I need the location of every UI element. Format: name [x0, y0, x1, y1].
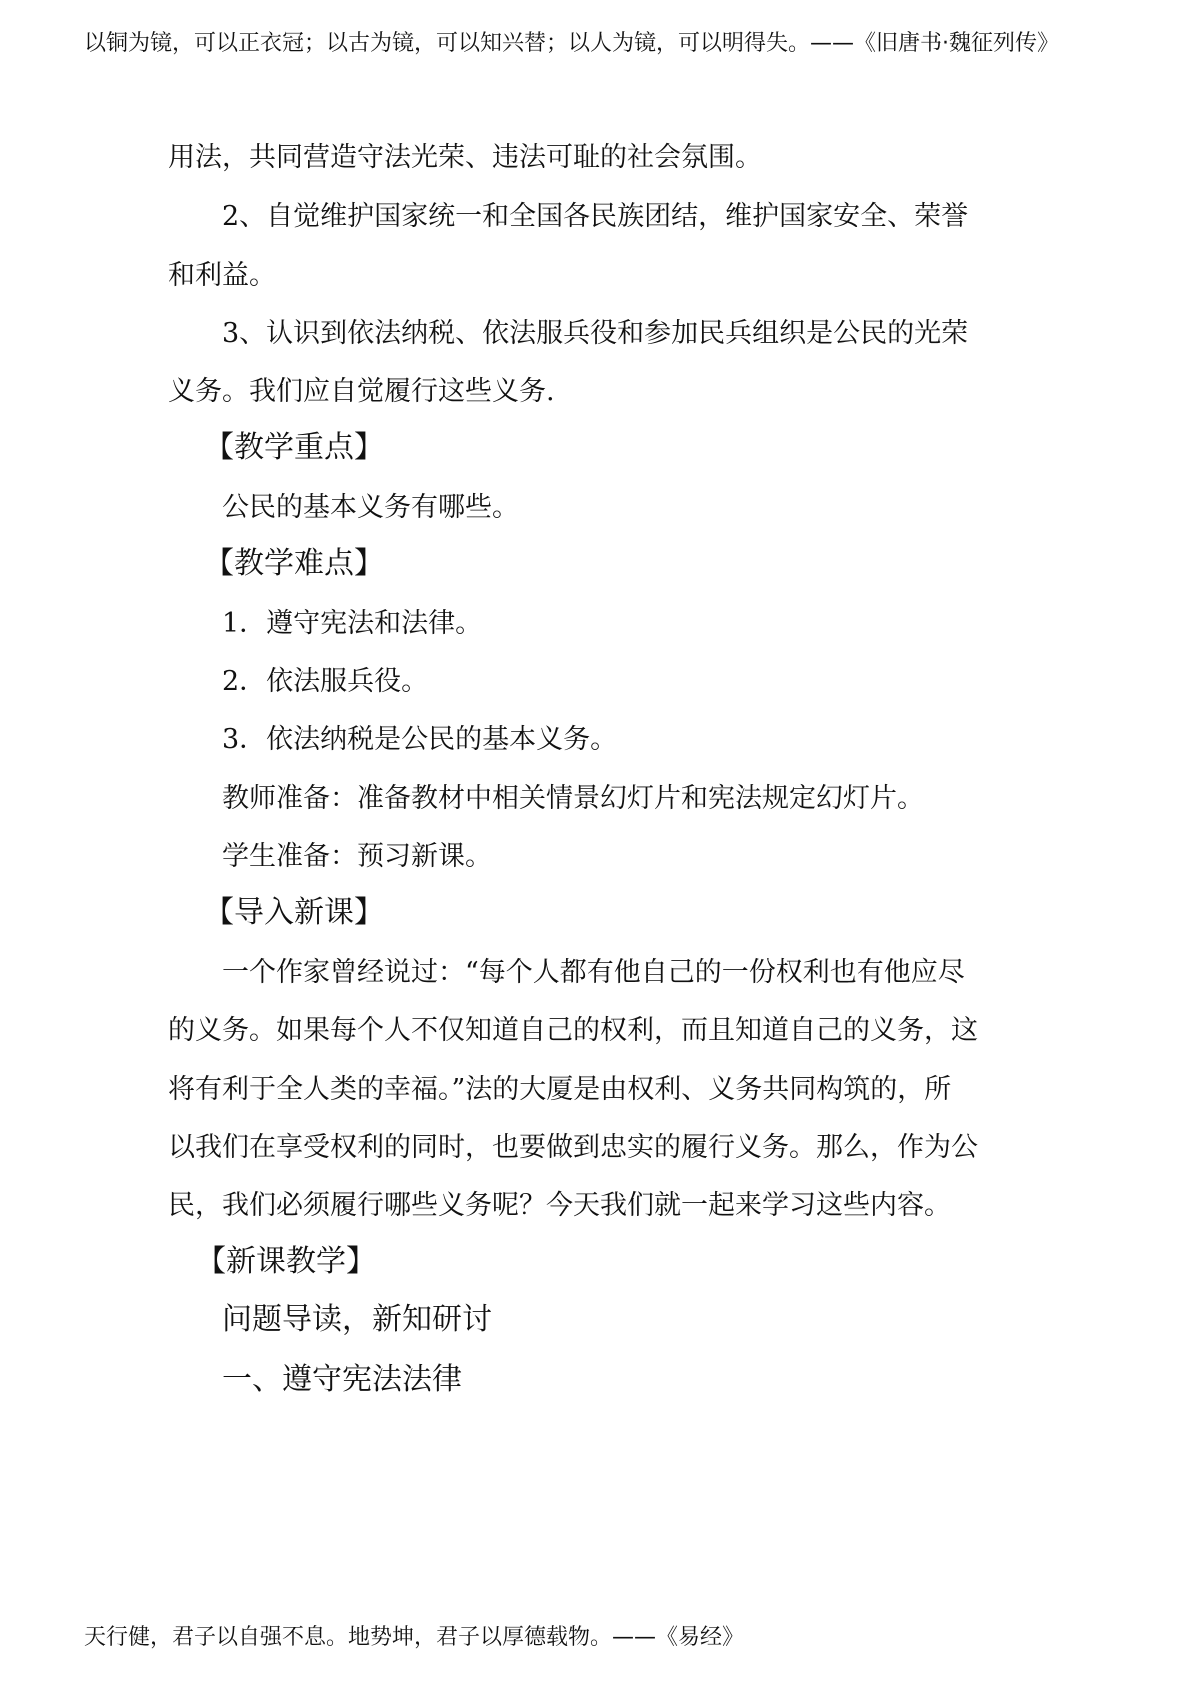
- body-text-line: 义务。我们应自觉履行这些义务.: [168, 376, 555, 407]
- list-item: 1．遵守宪法和法律。: [222, 608, 483, 639]
- body-text-line: 2、自觉维护国家统一和全国各民族团结，维护国家安全、荣誉: [222, 201, 969, 232]
- section-heading-difficulties: 【教学难点】: [204, 546, 384, 581]
- body-text-line: 用法，共同营造守法光荣、违法可耻的社会氛围。: [168, 142, 762, 173]
- body-text-line: 的义务。如果每个人不仅知道自己的权利，而且知道自己的义务，这: [168, 1015, 978, 1046]
- section-heading-new-lesson: 【新课教学】: [196, 1244, 376, 1279]
- body-text-line: 3、认识到依法纳税、依法服兵役和参加民兵组织是公民的光荣: [222, 318, 969, 349]
- page-footer-quote: 天行健，君子以自强不息。地势坤，君子以厚德载物。——《易经》: [84, 1625, 745, 1650]
- body-text-line: 和利益。: [168, 260, 276, 291]
- body-text-line: 将有利于全人类的幸福。”法的大厦是由权利、义务共同构筑的，所: [168, 1074, 952, 1105]
- list-item: 3．依法纳税是公民的基本义务。: [222, 724, 618, 755]
- section-heading-key-points: 【教学重点】: [204, 430, 384, 465]
- body-text-line: 教师准备：准备教材中相关情景幻灯片和宪法规定幻灯片。: [222, 783, 924, 814]
- subheading: 问题导读，新知研讨: [222, 1302, 492, 1337]
- section-heading-intro: 【导入新课】: [204, 895, 384, 930]
- list-item: 2．依法服兵役。: [222, 666, 429, 697]
- body-text-line: 学生准备：预习新课。: [222, 841, 492, 872]
- subheading: 一、遵守宪法法律: [222, 1362, 462, 1397]
- page-header-quote: 以铜为镜，可以正衣冠；以古为镜，可以知兴替；以人为镜，可以明得失。——《旧唐书·魏征列传》: [84, 31, 1059, 56]
- body-text-line: 一个作家曾经说过：“每个人都有他自己的一份权利也有他应尽: [222, 957, 965, 988]
- body-text-line: 以我们在享受权利的同时，也要做到忠实的履行义务。那么，作为公: [168, 1132, 978, 1163]
- body-text-line: 民，我们必须履行哪些义务呢？今天我们就一起来学习这些内容。: [168, 1190, 951, 1221]
- body-text-line: 公民的基本义务有哪些。: [222, 492, 519, 523]
